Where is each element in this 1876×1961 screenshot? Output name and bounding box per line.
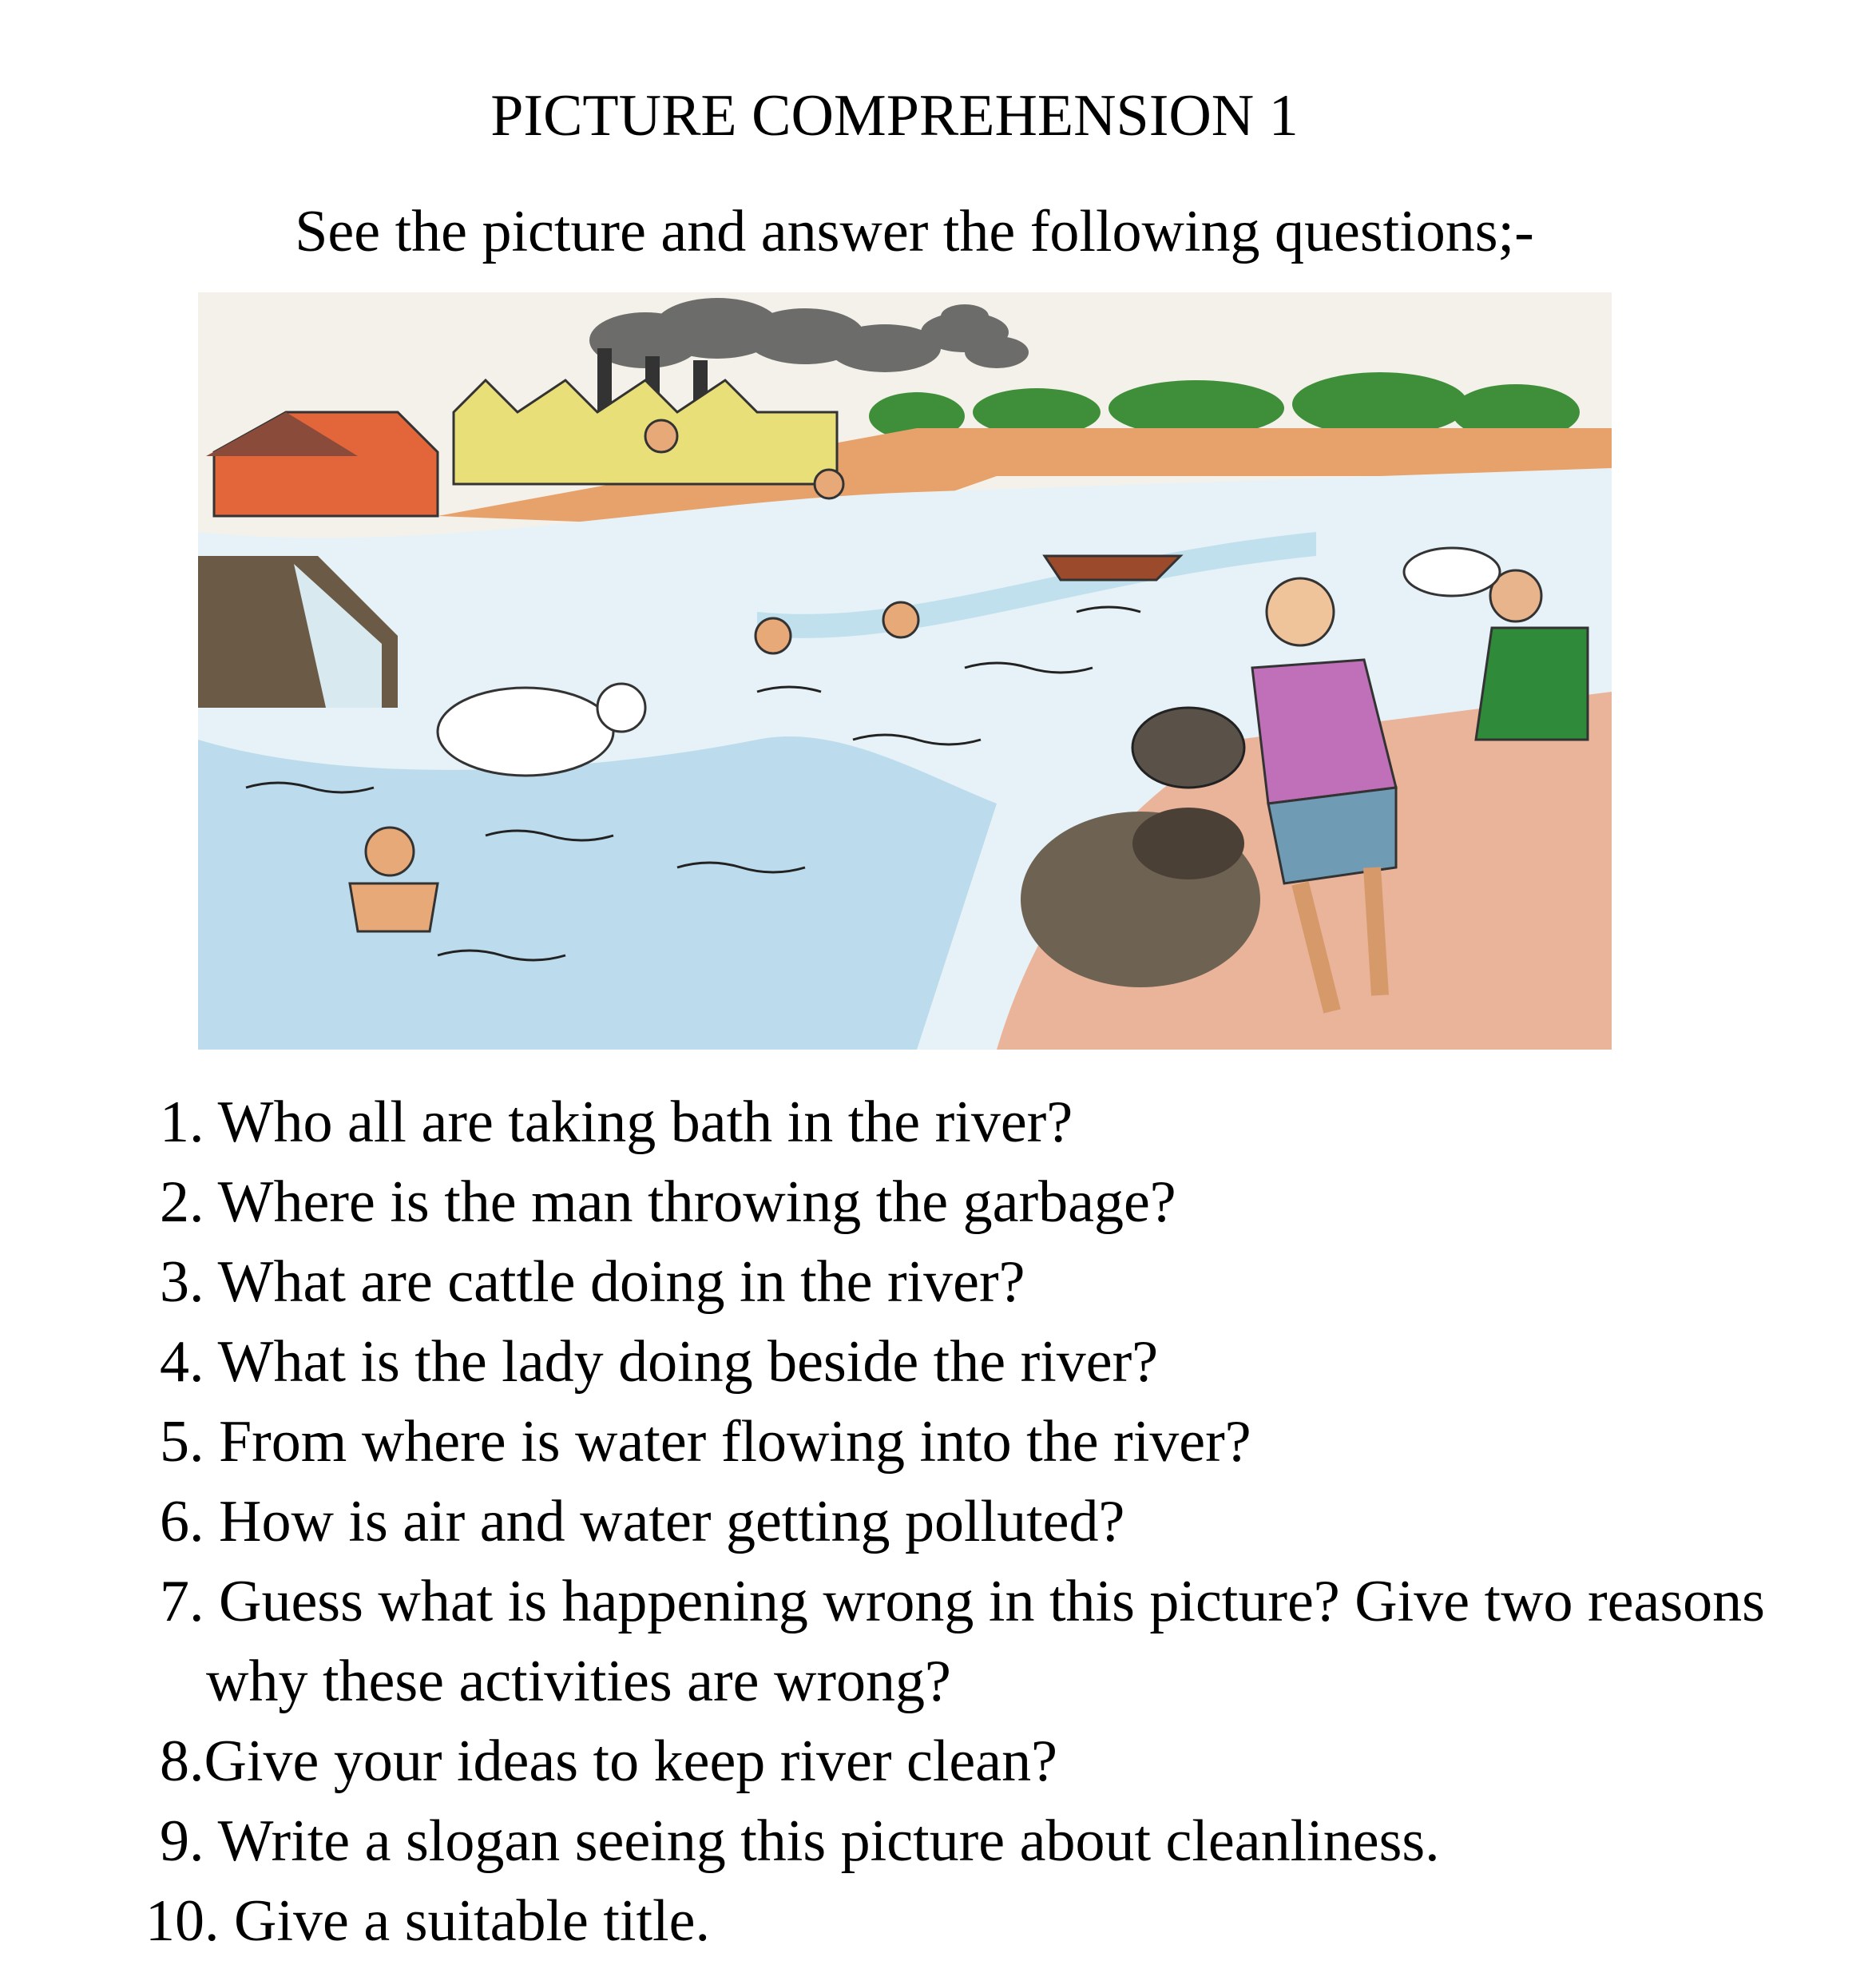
question-number: 8.: [160, 1729, 204, 1794]
question-9: [160, 1801, 1440, 1881]
question-text: Who all are taking bath in the river?: [204, 1090, 1073, 1155]
question-text: Write a slogan seeing this picture about cleanliness.: [204, 1808, 1440, 1874]
question-number: 4.: [160, 1329, 204, 1395]
worksheet-instruction: See the picture and answer the following questions;-: [295, 199, 1534, 264]
question-1: [160, 1082, 1073, 1162]
question-4: [160, 1322, 1158, 1402]
question-number: 10.: [145, 1888, 220, 1954]
question-number: 5.: [160, 1409, 204, 1475]
question-3: [160, 1242, 1025, 1322]
question-10: [145, 1881, 710, 1961]
question-number: 6.: [160, 1489, 204, 1554]
question-8: [160, 1721, 1057, 1801]
question-number: 7.: [160, 1569, 204, 1634]
question-number: 3.: [160, 1249, 204, 1315]
question-6: [160, 1482, 1124, 1562]
question-text: From where is water flowing into the river?: [204, 1409, 1251, 1475]
question-text: Guess what is happening wrong in this picture? Give two reasons: [204, 1569, 1765, 1634]
question-text: What is the lady doing beside the river?: [204, 1329, 1159, 1395]
worksheet-title: PICTURE COMPREHENSION 1: [490, 83, 1299, 149]
question-text: why these activities are wrong?: [206, 1649, 951, 1714]
question-text: Give your ideas to keep river clean?: [204, 1729, 1057, 1794]
question-number: 1.: [160, 1090, 204, 1155]
question-5: [160, 1402, 1251, 1482]
river-pollution-icon: [198, 292, 1612, 1050]
question-text: How is air and water getting polluted?: [204, 1489, 1125, 1554]
question-text: Give a suitable title.: [219, 1888, 710, 1954]
question-text: Where is the man throwing the garbage?: [204, 1169, 1176, 1235]
question-text: What are cattle doing in the river?: [204, 1249, 1025, 1315]
question-7: [160, 1562, 1765, 1641]
river-pollution-illustration: [198, 292, 1612, 1050]
question-7-continued: [206, 1641, 951, 1721]
question-2: [160, 1162, 1176, 1242]
question-number: 9.: [160, 1808, 204, 1874]
question-number: 2.: [160, 1169, 204, 1235]
